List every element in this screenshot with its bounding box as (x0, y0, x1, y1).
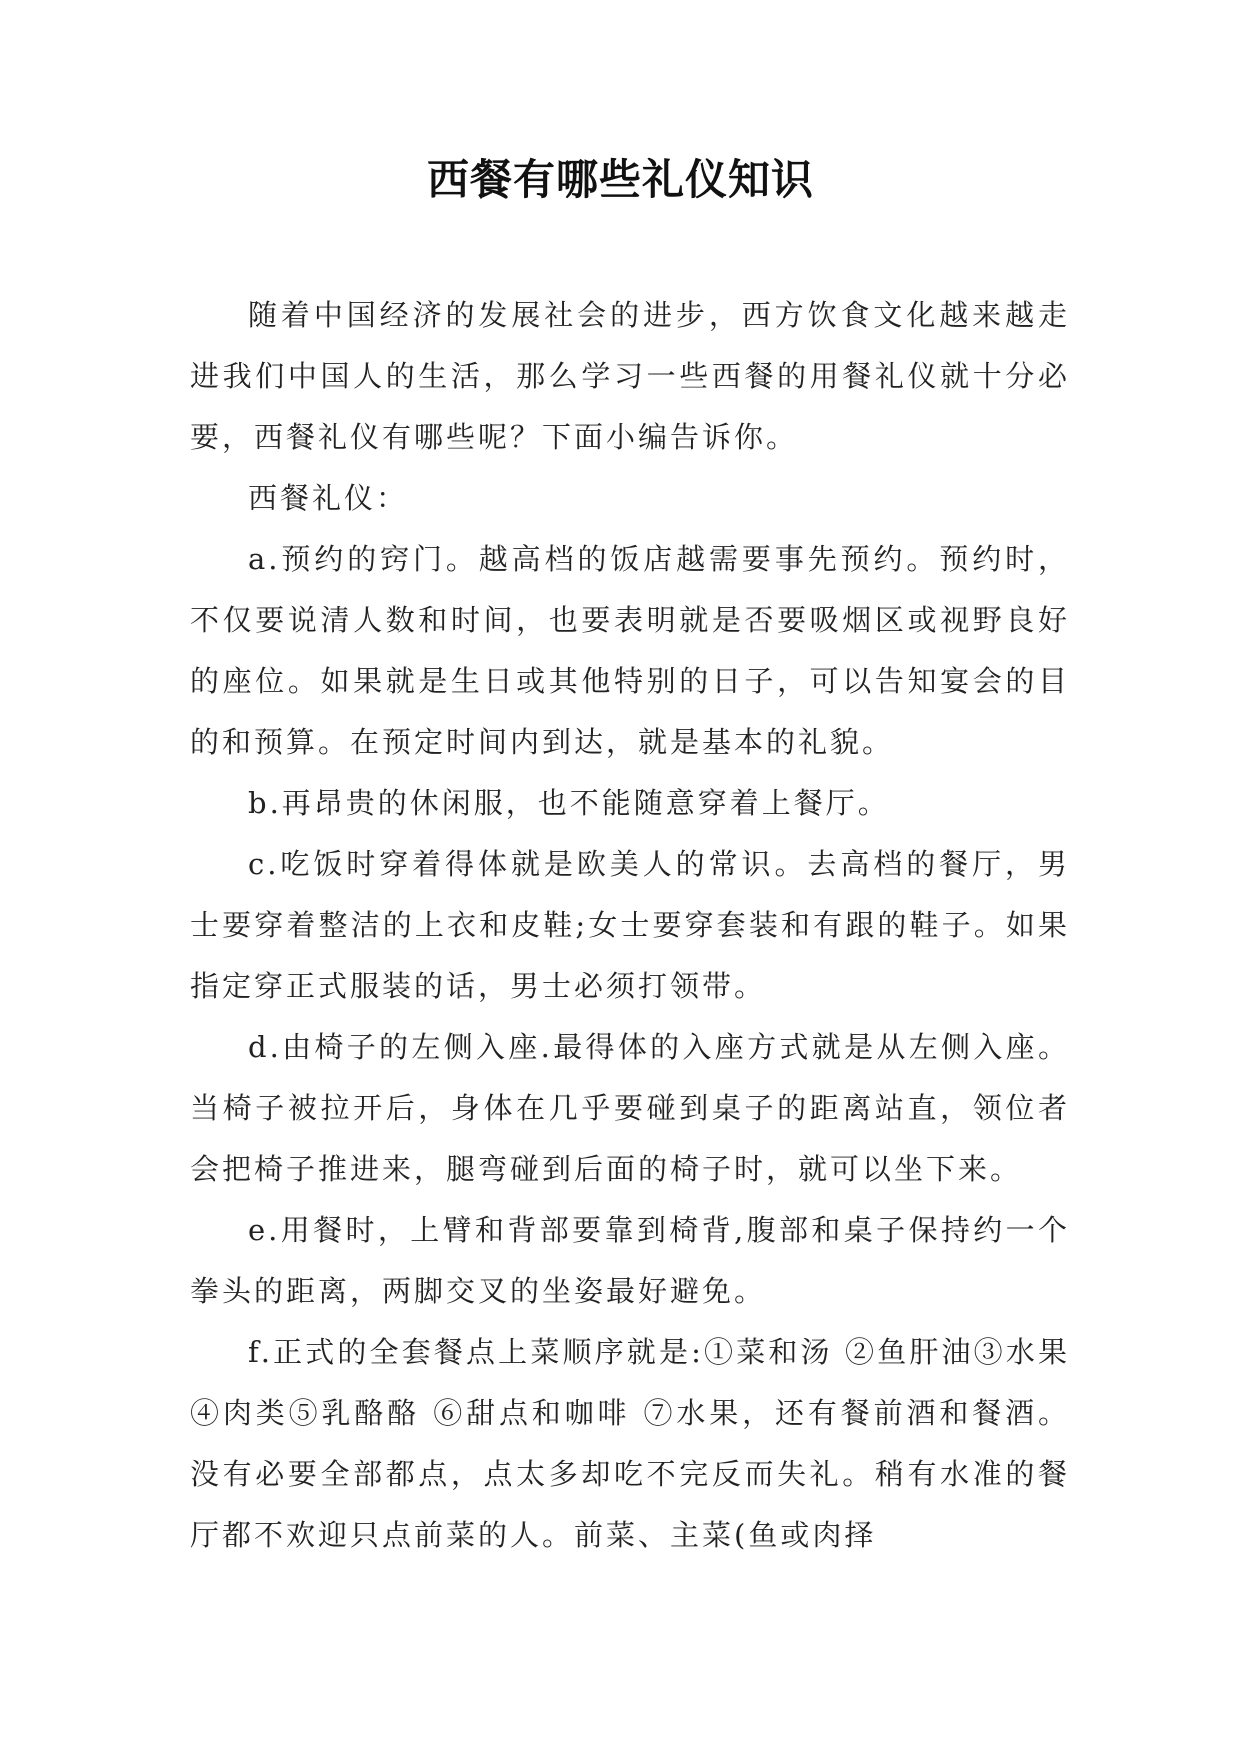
paragraph-intro: 随着中国经济的发展社会的进步，西方饮食文化越来越走进我们中国人的生活，那么学习一些西餐的用餐礼仪就十分必要，西餐礼仪有哪些呢？下面小编告诉你。 (190, 298, 1070, 454)
paragraph-item-a: a.预约的窍门。越高档的饭店越需要事先预约。预约时，不仅要说清人数和时间，也要表明就是否要吸烟区或视野良好的座位。如果就是生日或其他特别的日子，可以告知宴会的目的和预算。在预定时间内到达，就是基本的礼貌。 (190, 542, 1070, 759)
paragraph-item-d: d.由椅子的左侧入座.最得体的入座方式就是从左侧入座。当椅子被拉开后，身体在几乎要碰到桌子的距离站直，领位者会把椅子推进来，腿弯碰到后面的椅子时，就可以坐下来。 (190, 1030, 1070, 1186)
paragraph-section-heading: 西餐礼仪： (248, 481, 409, 515)
paragraph-item-e: e.用餐时，上臂和背部要靠到椅背,腹部和桌子保持约一个拳头的距离，两脚交叉的坐姿最好避免。 (190, 1213, 1070, 1308)
paragraph-item-f: f.正式的全套餐点上菜顺序就是:①菜和汤 ②鱼肝油③水果④肉类⑤乳酪酪 ⑥甜点和咖啡 ⑦水果，还有餐前酒和餐酒。没有必要全部都点，点太多却吃不完反而失礼。稍有水准的餐厅都不欢迎只点前菜的人。前菜、主菜(鱼或肉择 (190, 1335, 1070, 1552)
page-title: 西餐有哪些礼仪知识 (426, 155, 814, 204)
paragraph-item-c: c.吃饭时穿着得体就是欧美人的常识。去高档的餐厅，男士要穿着整洁的上衣和皮鞋;女士要穿套装和有跟的鞋子。如果指定穿正式服装的话，男士必须打领带。 (190, 847, 1070, 1003)
document-body (190, 285, 1070, 1566)
paragraph-item-b: b.再昂贵的休闲服，也不能随意穿着上餐厅。 (248, 786, 890, 820)
